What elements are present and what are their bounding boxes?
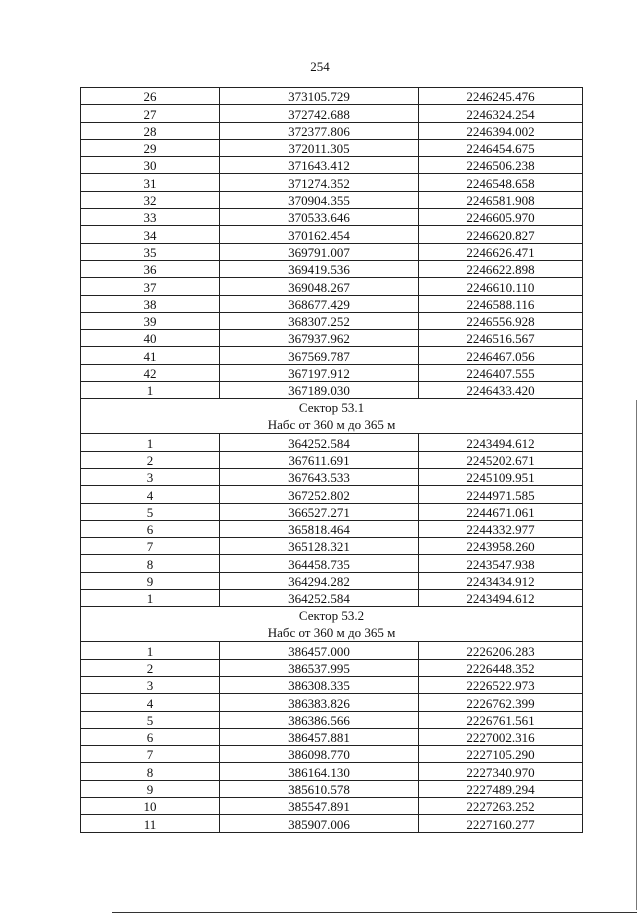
y-coordinate-cell: 2246620.827: [419, 226, 583, 243]
x-coordinate-cell: 368677.429: [220, 295, 419, 312]
x-coordinate-cell: 386386.566: [220, 711, 419, 728]
scan-right-edge: [636, 400, 637, 910]
point-number-cell: 31: [81, 174, 220, 191]
y-coordinate-cell: 2246610.110: [419, 278, 583, 295]
x-coordinate-cell: 364458.735: [220, 555, 419, 572]
table-row: [81, 486, 583, 503]
point-number-cell: 26: [81, 88, 220, 105]
point-number-cell: 29: [81, 139, 220, 156]
table-row: [81, 122, 583, 139]
y-coordinate-cell: 2243494.612: [419, 434, 583, 451]
x-coordinate-cell: 369419.536: [220, 260, 419, 277]
table-row: [81, 330, 583, 347]
table-row: [81, 555, 583, 572]
table-row: [81, 105, 583, 122]
point-number-cell: 1: [81, 642, 220, 659]
x-coordinate-cell: 370533.646: [220, 209, 419, 226]
table-row: [81, 226, 583, 243]
table-row: [81, 243, 583, 260]
x-coordinate-cell: 386457.881: [220, 728, 419, 745]
x-coordinate-cell: 386457.000: [220, 642, 419, 659]
x-coordinate-cell: 366527.271: [220, 503, 419, 520]
y-coordinate-cell: 2227160.277: [419, 815, 583, 832]
x-coordinate-cell: 365818.464: [220, 520, 419, 537]
table-row: [81, 676, 583, 693]
x-coordinate-cell: 386537.995: [220, 659, 419, 676]
point-number-cell: 27: [81, 105, 220, 122]
point-number-cell: 33: [81, 209, 220, 226]
point-number-cell: 7: [81, 746, 220, 763]
y-coordinate-cell: 2246626.471: [419, 243, 583, 260]
section-header-row: [81, 399, 583, 434]
y-coordinate-cell: 2246506.238: [419, 157, 583, 174]
x-coordinate-cell: 371274.352: [220, 174, 419, 191]
point-number-cell: 8: [81, 555, 220, 572]
x-coordinate-cell: 386098.770: [220, 746, 419, 763]
y-coordinate-cell: 2246433.420: [419, 382, 583, 399]
x-coordinate-cell: 372742.688: [220, 105, 419, 122]
section-title: Сектор 53.1: [298, 400, 365, 416]
x-coordinate-cell: 371643.412: [220, 157, 419, 174]
table-row: [81, 295, 583, 312]
table-row: [81, 468, 583, 485]
x-coordinate-cell: 367189.030: [220, 382, 419, 399]
point-number-cell: 40: [81, 330, 220, 347]
point-number-cell: 7: [81, 538, 220, 555]
table-row: [81, 451, 583, 468]
x-coordinate-cell: 370904.355: [220, 191, 419, 208]
x-coordinate-cell: 386164.130: [220, 763, 419, 780]
table-row: [81, 278, 583, 295]
table-row: [81, 642, 583, 659]
table-row: [81, 157, 583, 174]
x-coordinate-cell: 372011.305: [220, 139, 419, 156]
table-row: [81, 347, 583, 364]
point-number-cell: 3: [81, 676, 220, 693]
section-header-row: [81, 607, 583, 642]
y-coordinate-cell: 2245202.671: [419, 451, 583, 468]
y-coordinate-cell: 2246548.658: [419, 174, 583, 191]
table-row: [81, 364, 583, 381]
x-coordinate-cell: 373105.729: [220, 88, 419, 105]
table-row: [81, 174, 583, 191]
table-row: [81, 503, 583, 520]
point-number-cell: 5: [81, 503, 220, 520]
y-coordinate-cell: 2246245.476: [419, 88, 583, 105]
x-coordinate-cell: 367252.802: [220, 486, 419, 503]
point-number-cell: 4: [81, 486, 220, 503]
y-coordinate-cell: 2246588.116: [419, 295, 583, 312]
coordinates-table-body: [81, 88, 583, 833]
point-number-cell: 32: [81, 191, 220, 208]
y-coordinate-cell: 2227002.316: [419, 728, 583, 745]
scan-bottom-edge: [112, 912, 637, 913]
point-number-cell: 38: [81, 295, 220, 312]
point-number-cell: 41: [81, 347, 220, 364]
y-coordinate-cell: 2246556.928: [419, 312, 583, 329]
x-coordinate-cell: 385610.578: [220, 780, 419, 797]
table-row: [81, 746, 583, 763]
table-row: [81, 520, 583, 537]
y-coordinate-cell: 2244971.585: [419, 486, 583, 503]
section-header: [81, 399, 583, 434]
point-number-cell: 9: [81, 780, 220, 797]
x-coordinate-cell: 364294.282: [220, 572, 419, 589]
table-row: [81, 728, 583, 745]
y-coordinate-cell: 2227105.290: [419, 746, 583, 763]
y-coordinate-cell: 2227489.294: [419, 780, 583, 797]
y-coordinate-cell: 2226522.973: [419, 676, 583, 693]
point-number-cell: 35: [81, 243, 220, 260]
x-coordinate-cell: 372377.806: [220, 122, 419, 139]
point-number-cell: 28: [81, 122, 220, 139]
y-coordinate-cell: 2246622.898: [419, 260, 583, 277]
table-row: [81, 572, 583, 589]
point-number-cell: 1: [81, 382, 220, 399]
y-coordinate-cell: 2246454.675: [419, 139, 583, 156]
y-coordinate-cell: 2246516.567: [419, 330, 583, 347]
x-coordinate-cell: 367643.533: [220, 468, 419, 485]
x-coordinate-cell: 370162.454: [220, 226, 419, 243]
x-coordinate-cell: 367197.912: [220, 364, 419, 381]
point-number-cell: 5: [81, 711, 220, 728]
table-row: [81, 260, 583, 277]
x-coordinate-cell: 367937.962: [220, 330, 419, 347]
table-row: [81, 209, 583, 226]
y-coordinate-cell: 2243958.260: [419, 538, 583, 555]
section-subtitle: Набс от 360 м до 365 м: [267, 417, 396, 433]
section-subtitle: Набс от 360 м до 365 м: [267, 625, 396, 641]
y-coordinate-cell: 2226206.283: [419, 642, 583, 659]
y-coordinate-cell: 2226448.352: [419, 659, 583, 676]
point-number-cell: 11: [81, 815, 220, 832]
x-coordinate-cell: 364252.584: [220, 434, 419, 451]
point-number-cell: 4: [81, 694, 220, 711]
point-number-cell: 42: [81, 364, 220, 381]
table-row: [81, 382, 583, 399]
x-coordinate-cell: 364252.584: [220, 590, 419, 607]
x-coordinate-cell: 386383.826: [220, 694, 419, 711]
y-coordinate-cell: 2246581.908: [419, 191, 583, 208]
point-number-cell: 36: [81, 260, 220, 277]
point-number-cell: 10: [81, 797, 220, 814]
table-row: [81, 711, 583, 728]
table-row: [81, 139, 583, 156]
point-number-cell: 2: [81, 451, 220, 468]
table-row: [81, 659, 583, 676]
point-number-cell: 6: [81, 728, 220, 745]
y-coordinate-cell: 2243434.912: [419, 572, 583, 589]
point-number-cell: 3: [81, 468, 220, 485]
point-number-cell: 8: [81, 763, 220, 780]
x-coordinate-cell: 368307.252: [220, 312, 419, 329]
x-coordinate-cell: 369791.007: [220, 243, 419, 260]
y-coordinate-cell: 2244671.061: [419, 503, 583, 520]
x-coordinate-cell: 386308.335: [220, 676, 419, 693]
table-row: [81, 191, 583, 208]
y-coordinate-cell: 2243494.612: [419, 590, 583, 607]
table-row: [81, 780, 583, 797]
table-row: [81, 694, 583, 711]
point-number-cell: 1: [81, 434, 220, 451]
x-coordinate-cell: 367569.787: [220, 347, 419, 364]
table-row: [81, 815, 583, 832]
point-number-cell: 6: [81, 520, 220, 537]
coordinates-table: [80, 87, 583, 833]
x-coordinate-cell: 385547.891: [220, 797, 419, 814]
x-coordinate-cell: 385907.006: [220, 815, 419, 832]
x-coordinate-cell: 367611.691: [220, 451, 419, 468]
page-number: 254: [310, 59, 330, 74]
point-number-cell: 1: [81, 590, 220, 607]
y-coordinate-cell: 2246324.254: [419, 105, 583, 122]
x-coordinate-cell: 365128.321: [220, 538, 419, 555]
y-coordinate-cell: 2245109.951: [419, 468, 583, 485]
table-row: [81, 312, 583, 329]
y-coordinate-cell: 2226762.399: [419, 694, 583, 711]
table-row: [81, 763, 583, 780]
y-coordinate-cell: 2246605.970: [419, 209, 583, 226]
y-coordinate-cell: 2246467.056: [419, 347, 583, 364]
section-title: Сектор 53.2: [298, 608, 365, 624]
table-row: [81, 797, 583, 814]
y-coordinate-cell: 2243547.938: [419, 555, 583, 572]
x-coordinate-cell: 369048.267: [220, 278, 419, 295]
point-number-cell: 9: [81, 572, 220, 589]
point-number-cell: 39: [81, 312, 220, 329]
table-row: [81, 590, 583, 607]
y-coordinate-cell: 2227340.970: [419, 763, 583, 780]
y-coordinate-cell: 2227263.252: [419, 797, 583, 814]
y-coordinate-cell: 2246407.555: [419, 364, 583, 381]
point-number-cell: 2: [81, 659, 220, 676]
y-coordinate-cell: 2244332.977: [419, 520, 583, 537]
table-row: [81, 434, 583, 451]
table-row: [81, 88, 583, 105]
point-number-cell: 30: [81, 157, 220, 174]
section-header: [81, 607, 583, 642]
y-coordinate-cell: 2226761.561: [419, 711, 583, 728]
y-coordinate-cell: 2246394.002: [419, 122, 583, 139]
point-number-cell: 37: [81, 278, 220, 295]
point-number-cell: 34: [81, 226, 220, 243]
table-row: [81, 538, 583, 555]
